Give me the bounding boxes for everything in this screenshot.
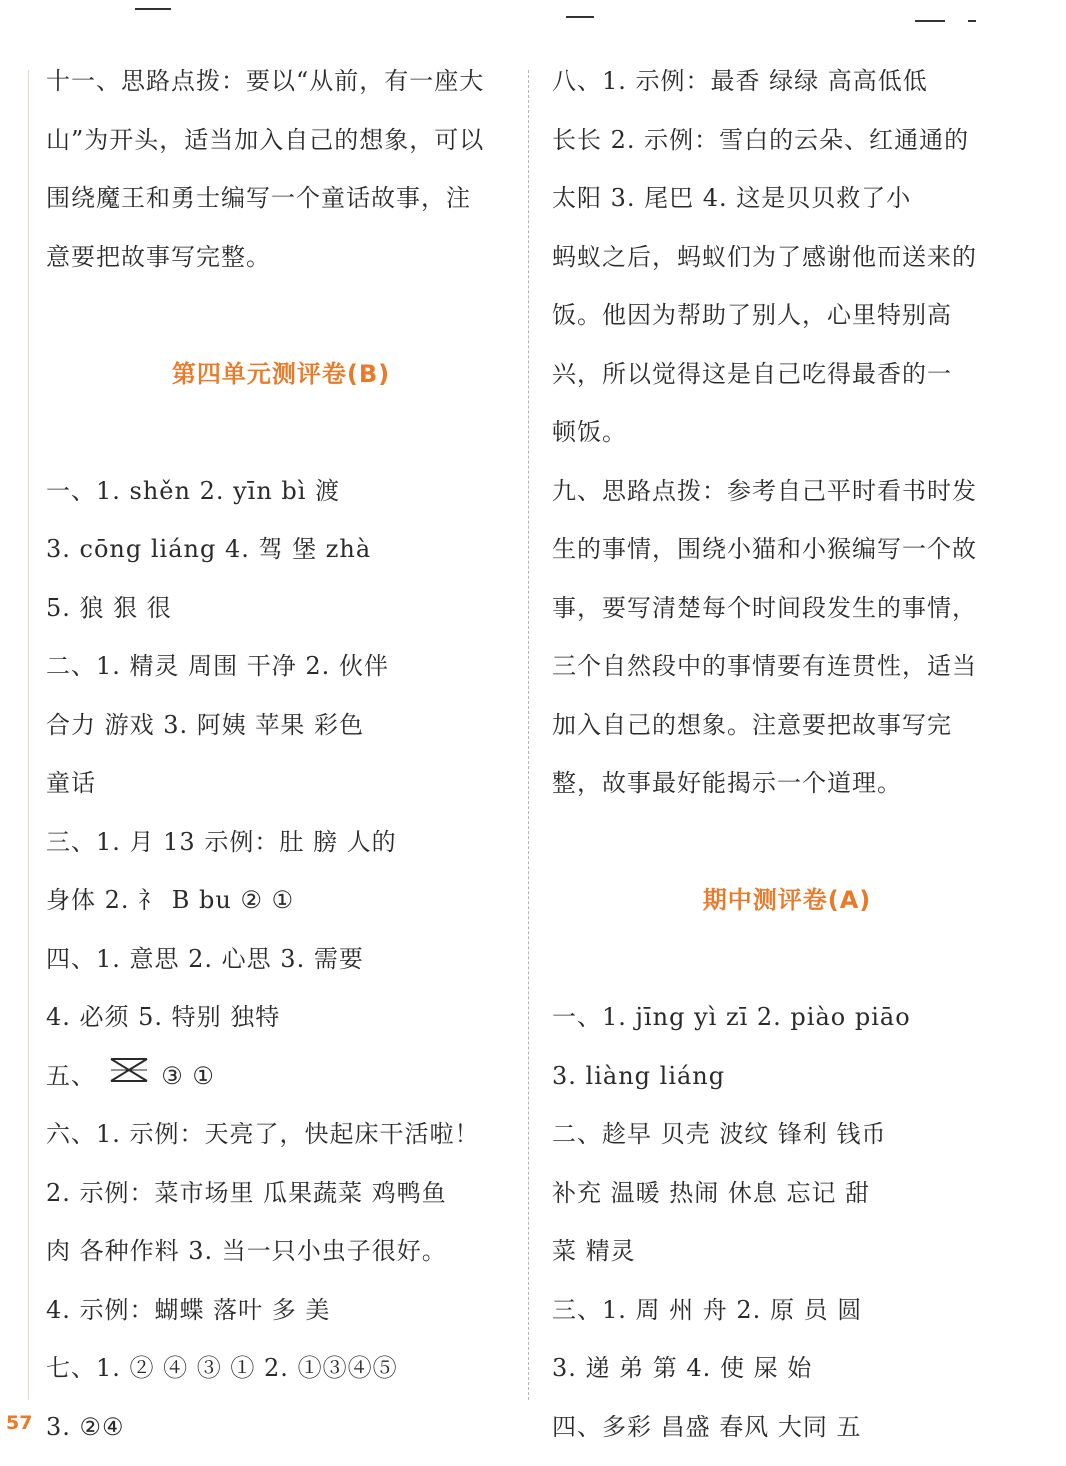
answer-line: 5. 狼 狠 很 (46, 593, 172, 622)
answer-line: 一、1. jīng yì zī 2. piào piāo (552, 1003, 911, 1031)
answer-suffix: ③ ① (161, 1061, 215, 1090)
answer-line: 九、思路点拨：参考自己平时看书时发 (552, 476, 977, 505)
page-edge-line (28, 70, 29, 1400)
answer-line: 菜 精灵 (552, 1237, 636, 1265)
left-column (46, 52, 516, 1456)
answer-line: 3. ②④ (46, 1412, 125, 1441)
answer-line: 围绕魔王和勇士编写一个童话故事，注 (46, 184, 471, 212)
cross-lines-icon (109, 1048, 149, 1105)
answer-line: 3. cōng liáng 4. 驾 堡 zhà (46, 535, 372, 563)
answer-line: 二、趁早 贝壳 波纹 锋利 钱币 (552, 1120, 887, 1148)
answer-line: 加入自己的想象。注意要把故事写完 (552, 710, 952, 739)
scan-mark (968, 20, 976, 22)
answer-line: 四、1. 意思 2. 心思 3. 需要 (46, 944, 364, 973)
answer-line: 十一、思路点拨：要以“从前，有一座大 (46, 67, 485, 95)
answer-line: 三、1. 周 州 舟 2. 原 员 圆 (552, 1295, 863, 1324)
answer-line: 整，故事最好能揭示一个道理。 (552, 769, 902, 797)
answer-line: 二、1. 精灵 周围 干净 2. 伙伴 (46, 652, 389, 680)
answer-line: 一、1. shěn 2. yīn bì 渡 (46, 476, 341, 505)
section-title: 期中测评卷(A) (702, 886, 872, 914)
answer-line: 身体 2. 礻 B bu ② ① (46, 886, 295, 914)
answer-line: 八、1. 示例：最香 绿绿 高高低低 (552, 67, 928, 95)
answer-line: 长长 2. 示例：雪白的云朵、红通通的 (552, 125, 970, 154)
answer-line: 合力 游戏 3. 阿姨 苹果 彩色 (46, 710, 365, 739)
answer-line: 事，要写清楚每个时间段发生的事情， (552, 593, 977, 622)
answer-line: 太阳 3. 尾巴 4. 这是贝贝救了小 (552, 184, 912, 212)
answer-line: 生的事情，围绕小猫和小猴编写一个故 (552, 535, 977, 563)
answer-line-five (46, 1047, 516, 1106)
answer-line: 意要把故事写完整。 (46, 242, 271, 271)
answer-line: 兴，所以觉得这是自己吃得最香的一 (552, 359, 952, 388)
answer-line: 蚂蚁之后，蚂蚁们为了感谢他而送来的 (552, 242, 977, 271)
answer-line: 七、1. ② ④ ③ ① 2. ①③④⑤ (46, 1354, 398, 1382)
answer-line: 顿饭。 (552, 418, 627, 446)
answer-line: 3. 递 弟 第 4. 使 屎 始 (552, 1354, 813, 1382)
answer-line: 3. liàng liáng (552, 1061, 726, 1090)
column-divider (528, 70, 529, 1400)
section-title: 第四单元测评卷(B) (171, 359, 391, 388)
scan-mark (566, 16, 594, 18)
answer-line: 2. 示例：菜市场里 瓜果蔬菜 鸡鸭鱼 (46, 1178, 447, 1207)
answer-line: 肉 各种作料 3. 当一只小虫子很好。 (46, 1237, 447, 1265)
answer-line: 三个自然段中的事情要有连贯性，适当 (552, 652, 977, 680)
scan-mark (915, 20, 945, 22)
answer-line: 山”为开头，适当加入自己的想象，可以 (46, 125, 485, 154)
scan-mark (135, 8, 171, 10)
answer-line: 四、多彩 昌盛 春风 大同 五 (552, 1412, 862, 1441)
answer-line: 六、1. 示例：天亮了，快起床干活啦！ (46, 1120, 480, 1148)
answer-line: 童话 (46, 769, 96, 797)
page-number: 57 (6, 1412, 33, 1434)
answer-line: 补充 温暖 热闹 休息 忘记 甜 (552, 1178, 871, 1207)
answer-line: 4. 示例：蝴蝶 落叶 多 美 (46, 1295, 331, 1324)
right-column (552, 52, 1022, 1456)
answer-line: 三、1. 月 13 示例：肚 膀 人的 (46, 827, 397, 856)
answer-line: 饭。他因为帮助了别人，心里特别高 (552, 301, 952, 329)
answer-line: 4. 必须 5. 特别 独特 (46, 1003, 281, 1031)
answer-prefix: 五、 (46, 1061, 96, 1090)
